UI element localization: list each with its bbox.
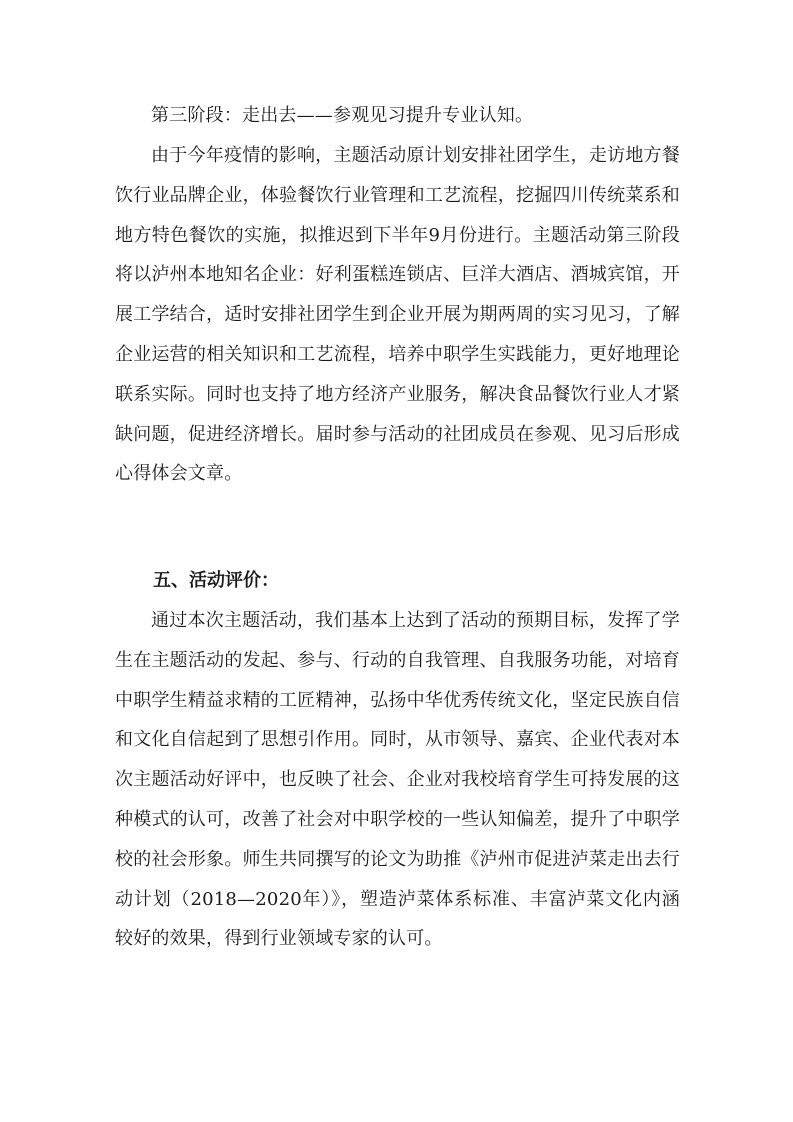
section5-heading: 五、活动评价：: [153, 570, 279, 591]
stage3-title: 第三阶段：走出去——参观见习提升专业认知。: [151, 105, 534, 126]
section5-body: 通过本次主题活动，我们基本上达到了活动的预期目标，发挥了学生在主题活动的发起、参与、行动的自我管理、自我服务功能，对培育中职学生精益求精的工匠精神，弘扬中华优秀传统文化，坚定民族自信和文化自信起到了思想引作用。同时，从市领导、嘉宾、企业代表对本次主题活动好评中，也反映了社会、企业对我校培育学生可持发展的这种模式的认可，改善了社会对中职学校的一些认知偏差，提升了中职学校的社会形象。师生共同撰写的论文为助推《泸州市促进泸菜走出去行动计划（2018—2020年）》，塑造泸菜体系标准、丰富泸菜文化内涵较好的效果，得到行业领域专家的认可。: [115, 610, 680, 950]
stage3-body: 由于今年疫情的影响，主题活动原计划安排社团学生，走访地方餐饮行业品牌企业，体验餐饮行业管理和工艺流程，挖掘四川传统菜系和地方特色餐饮的实施，拟推迟到下半年9月份进行。主题活动第三阶段将以泸州本地知名企业：好利蛋糕连锁店、巨洋大酒店、酒城宾馆，开展工学结合，适时安排社团学生到企业开展为期两周的实习见习，了解企业运营的相关知识和工艺流程，培养中职学生实践能力，更好地理论联系实际。同时也支持了地方经济产业服务，解决食品餐饮行业人才紧缺问题，促进经济增长。届时参与活动的社团成员在参观、见习后形成心得体会文章。: [115, 145, 680, 485]
